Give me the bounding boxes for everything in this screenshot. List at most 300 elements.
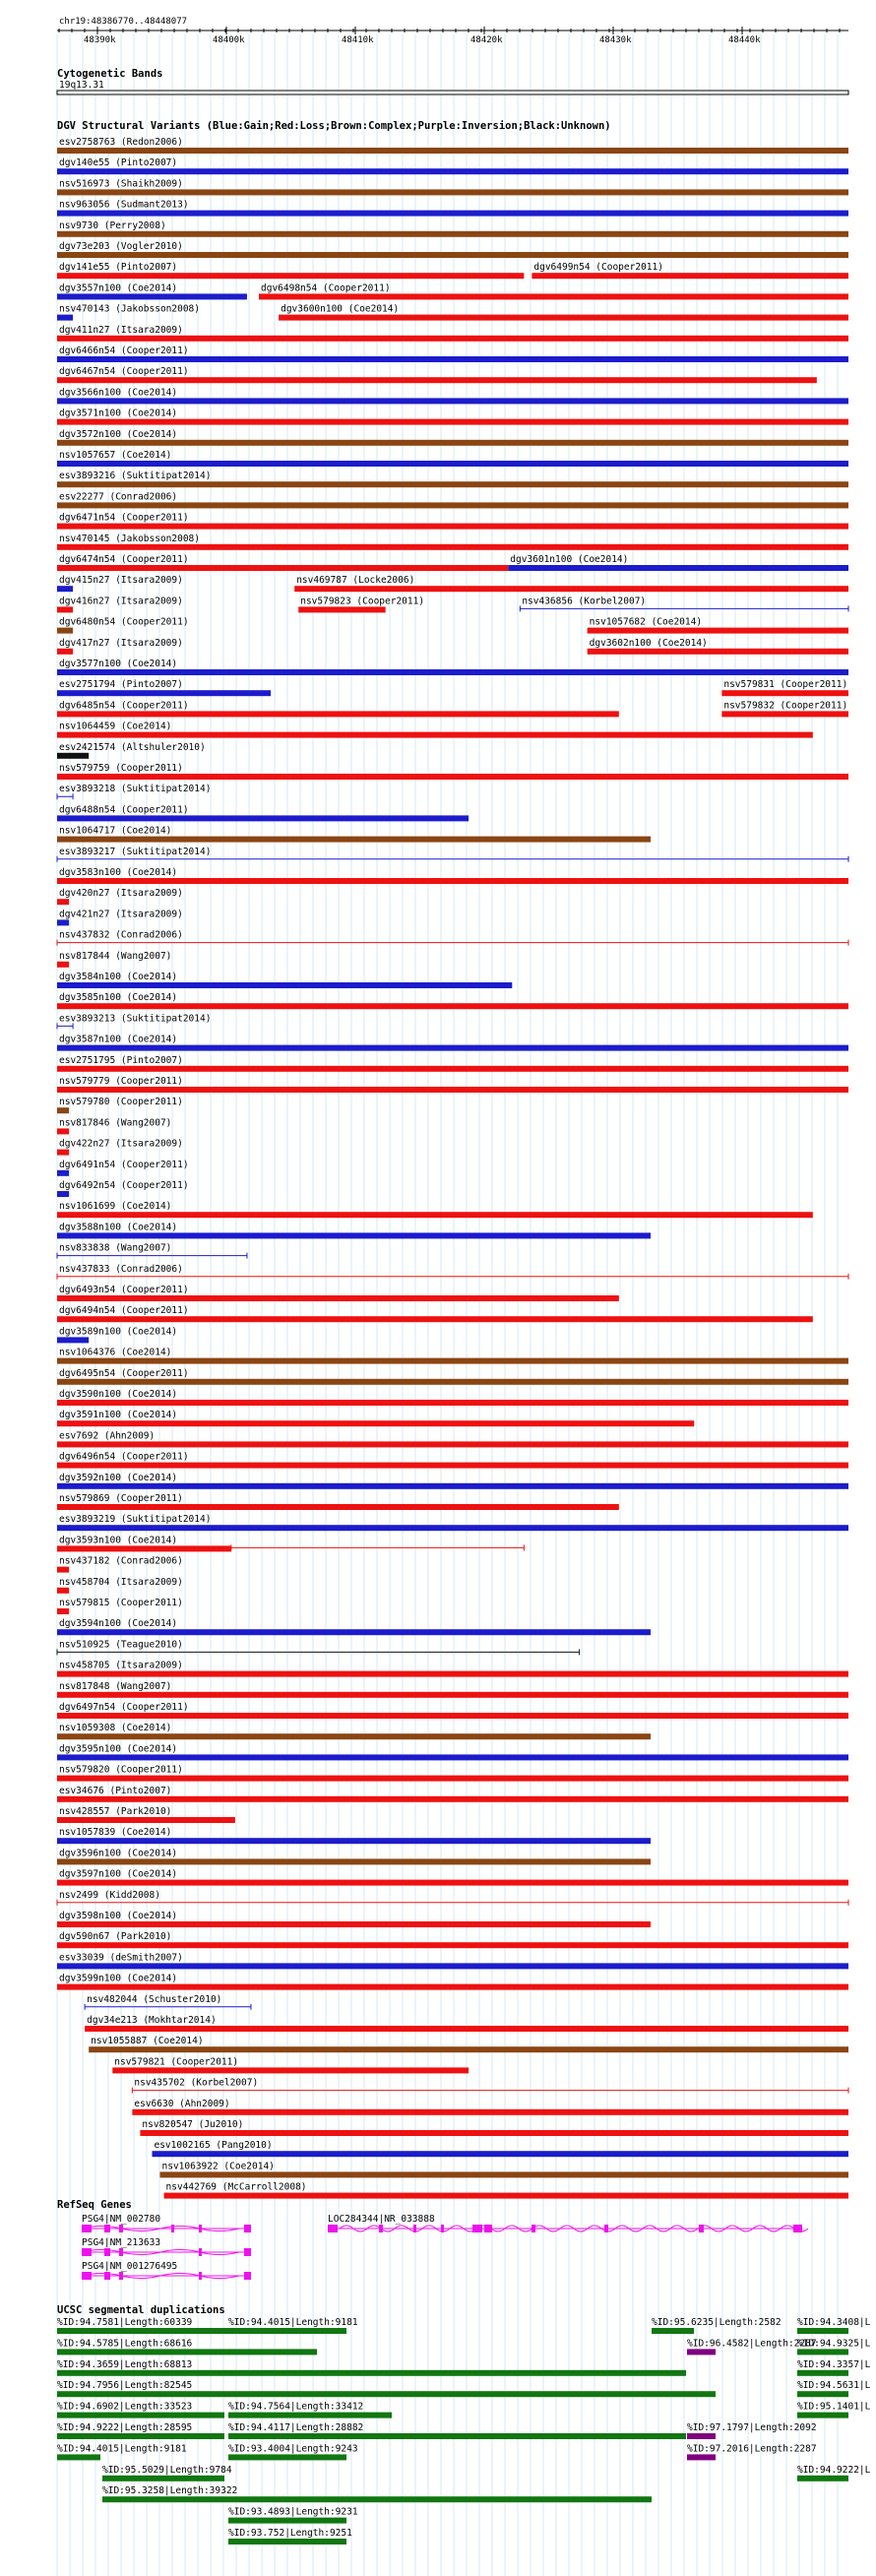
dgv-variant-bar[interactable] xyxy=(57,982,512,988)
dgv-variant[interactable] xyxy=(57,1035,848,1051)
dgv-variant-bar[interactable] xyxy=(57,628,73,634)
refseq-gene[interactable] xyxy=(328,2214,808,2232)
dgv-variant-bar[interactable] xyxy=(57,231,848,237)
dgv-variant[interactable] xyxy=(57,1160,189,1176)
segdup-bar[interactable] xyxy=(687,2349,716,2355)
dgv-variant-label: nsv1063922 (Coe2014) xyxy=(161,2161,275,2172)
dgv-variant-bar[interactable] xyxy=(57,1128,69,1134)
dgv-variant-bar[interactable] xyxy=(57,1150,69,1156)
dgv-variant-label: dgv3587n100 (Coe2014) xyxy=(59,1034,178,1045)
dgv-variant-label: nsv437832 (Conrad2006) xyxy=(59,929,183,941)
dgv-variant-label: dgv6494n54 (Cooper2011) xyxy=(59,1305,189,1317)
segdup-feature[interactable] xyxy=(57,2443,187,2460)
segdup-bar[interactable] xyxy=(797,2476,848,2482)
dgv-variant-bar[interactable] xyxy=(294,586,848,592)
refseq-exon xyxy=(104,2225,110,2232)
dgv-variant-label: nsv458704 (Itsara2009) xyxy=(59,1576,183,1588)
dgv-variant[interactable] xyxy=(57,1535,231,1551)
dgv-variant[interactable] xyxy=(57,596,183,612)
dgv-variant-label: nsv428557 (Park2010) xyxy=(59,1806,172,1817)
dgv-variant-bar[interactable] xyxy=(57,1796,848,1802)
segdup-bar[interactable] xyxy=(687,2454,716,2460)
segdup-bar[interactable] xyxy=(228,2539,346,2545)
dgv-variant-bar[interactable] xyxy=(57,1545,231,1551)
dgv-variant[interactable] xyxy=(57,513,848,530)
dgv-variant-bar[interactable] xyxy=(112,2067,469,2073)
dgv-variant-bar[interactable] xyxy=(57,606,73,612)
dgv-variant-label: nsv1055887 (Coe2014) xyxy=(91,2036,204,2047)
dgv-variant[interactable] xyxy=(57,722,813,738)
dgv-variant[interactable] xyxy=(259,283,848,299)
dgv-variant-bar[interactable] xyxy=(57,1170,69,1176)
dgv-variant[interactable] xyxy=(532,262,848,279)
dgv-variant[interactable] xyxy=(57,220,848,237)
dgv-variant-bar[interactable] xyxy=(57,461,848,467)
dgv-variant[interactable] xyxy=(57,951,171,968)
dgv-variant[interactable] xyxy=(57,1723,651,1739)
dgv-variant[interactable] xyxy=(57,1827,651,1844)
dgv-variant-bar[interactable] xyxy=(57,753,89,759)
dgv-variant-bar[interactable] xyxy=(57,1045,848,1051)
dgv-variant-label: dgv6492n54 (Cooper2011) xyxy=(59,1180,189,1191)
dgv-variant-bar[interactable] xyxy=(57,211,848,217)
dgv-variant[interactable] xyxy=(57,241,848,258)
segdup-bar[interactable] xyxy=(57,2391,716,2397)
dgv-variant[interactable] xyxy=(294,575,848,592)
refseq-exon xyxy=(119,2272,123,2280)
segdup-bar[interactable] xyxy=(57,2370,686,2376)
dgv-variant-bar[interactable] xyxy=(57,878,848,884)
segdup-feature[interactable] xyxy=(797,2338,871,2355)
dgv-variant[interactable] xyxy=(57,847,848,862)
dgv-variant-bar[interactable] xyxy=(57,1463,848,1469)
dgv-variant-bar[interactable] xyxy=(57,1963,848,1969)
segdup-feature[interactable] xyxy=(797,2465,871,2482)
dgv-variant[interactable] xyxy=(57,1743,848,1760)
dgv-variant-bar[interactable] xyxy=(57,1567,69,1573)
dgv-variant[interactable] xyxy=(132,2099,848,2115)
dgv-variant[interactable] xyxy=(57,1974,848,1990)
dgv-variant-bar[interactable] xyxy=(160,2171,848,2177)
segdup-feature[interactable] xyxy=(687,2443,817,2460)
dgv-variant-label: dgv6493n54 (Cooper2011) xyxy=(59,1285,189,1295)
dgv-variant-bar[interactable] xyxy=(57,649,73,655)
ruler-tick-label: 48430k xyxy=(599,35,632,45)
segdup-label: %ID:94.5785|Length:68616 xyxy=(57,2338,193,2350)
dgv-variant[interactable] xyxy=(57,1577,183,1594)
segdup-feature[interactable] xyxy=(797,2402,871,2419)
dgv-variant-bar[interactable] xyxy=(57,1692,848,1698)
dgv-variant-bar[interactable] xyxy=(57,669,848,675)
dgv-variant[interactable] xyxy=(57,1618,651,1635)
dgv-variant[interactable] xyxy=(588,617,848,634)
refseq-exon xyxy=(119,2248,123,2256)
dgv-variant-bar[interactable] xyxy=(57,1420,694,1426)
segdup-feature[interactable] xyxy=(228,2422,686,2439)
dgv-variant[interactable] xyxy=(57,763,848,780)
dgv-variant-label: dgv3572n100 (Coe2014) xyxy=(59,428,178,440)
coordinate-range: chr19:48386770..48448077 xyxy=(59,17,188,27)
dgv-variant-bar[interactable] xyxy=(57,440,848,446)
dgv-variant-bar[interactable] xyxy=(164,2193,848,2199)
dgv-variant-bar[interactable] xyxy=(89,2046,848,2052)
dgv-variant-bar[interactable] xyxy=(57,315,73,321)
dgv-variant-label: dgv3595n100 (Coe2014) xyxy=(59,1743,178,1755)
dgv-variant-label: nsv817846 (Wang2007) xyxy=(59,1117,172,1129)
segdup-feature[interactable] xyxy=(57,2380,716,2397)
dgv-variant-bar[interactable] xyxy=(57,837,651,843)
dgv-variant-bar[interactable] xyxy=(57,1191,69,1197)
segdup-feature[interactable] xyxy=(57,2422,224,2439)
dgv-variant-label: dgv417n27 (Itsara2009) xyxy=(59,637,183,649)
dgv-variant[interactable] xyxy=(57,1243,247,1259)
dgv-variant[interactable] xyxy=(57,200,848,217)
dgv-variant-bar[interactable] xyxy=(57,544,848,550)
dgv-variant[interactable] xyxy=(85,1994,251,2010)
segdup-feature[interactable] xyxy=(228,2317,358,2334)
dgv-variant[interactable] xyxy=(57,1201,813,1218)
dgv-variant[interactable] xyxy=(140,2119,848,2136)
dgv-variant[interactable] xyxy=(57,1661,848,1677)
dgv-variant[interactable] xyxy=(298,596,424,612)
segdup-bar[interactable] xyxy=(57,2349,317,2355)
dgv-variant-bar[interactable] xyxy=(57,1295,619,1301)
dgv-variant[interactable] xyxy=(57,992,848,1009)
dgv-variant[interactable] xyxy=(57,137,848,154)
dgv-variant[interactable] xyxy=(89,2036,848,2052)
dgv-variant-bar[interactable] xyxy=(57,1858,651,1864)
dgv-variant[interactable] xyxy=(57,491,848,508)
refseq-exon xyxy=(199,2225,202,2232)
dgv-variant[interactable] xyxy=(164,2182,848,2199)
dgv-variant-bar[interactable] xyxy=(132,2109,848,2115)
dgv-variant-label: nsv1064459 (Coe2014) xyxy=(59,721,172,732)
dgv-variant[interactable] xyxy=(57,1556,183,1573)
dgv-variant-label: nsv1057682 (Coe2014) xyxy=(589,616,703,628)
dgv-variant[interactable] xyxy=(57,1911,651,1927)
dgv-variant-bar[interactable] xyxy=(57,690,271,696)
refseq-gene[interactable] xyxy=(82,2237,251,2256)
dgv-variant-bar[interactable] xyxy=(57,1400,848,1406)
dgv-variant-bar[interactable] xyxy=(57,1838,651,1844)
dgv-variant[interactable] xyxy=(57,867,848,884)
dgv-variant-bar[interactable] xyxy=(57,1942,848,1948)
segdup-feature[interactable] xyxy=(797,2317,871,2334)
dgv-variant[interactable] xyxy=(279,304,848,321)
segdup-feature[interactable] xyxy=(57,2338,317,2355)
dgv-variant[interactable] xyxy=(57,930,848,946)
dgv-variant[interactable] xyxy=(57,1097,183,1113)
dgv-variant[interactable] xyxy=(57,366,817,383)
dgv-variant-label: nsv442769 (McCarroll2008) xyxy=(165,2181,307,2193)
segdup-bar[interactable] xyxy=(228,2328,346,2334)
dgv-variant[interactable] xyxy=(57,1639,580,1655)
dgv-variant[interactable] xyxy=(57,1055,848,1072)
dgv-variant-bar[interactable] xyxy=(57,524,848,530)
dgv-variant[interactable] xyxy=(57,1389,848,1406)
dgv-variant-bar[interactable] xyxy=(57,919,69,925)
dgv-variant[interactable] xyxy=(57,679,271,696)
dgv-variant[interactable] xyxy=(57,972,512,988)
dgv-variant[interactable] xyxy=(57,1410,694,1426)
dgv-variant-label: esv2751795 (Pinto2007) xyxy=(59,1054,183,1066)
dgv-variant-bar[interactable] xyxy=(57,1232,651,1238)
dgv-variant[interactable] xyxy=(508,554,848,571)
dgv-variant-bar[interactable] xyxy=(57,1984,848,1990)
dgv-variant[interactable] xyxy=(57,1305,813,1322)
segdup-bar[interactable] xyxy=(228,2518,346,2524)
dgv-variant[interactable] xyxy=(57,1786,848,1802)
segdup-feature[interactable] xyxy=(228,2528,352,2545)
segdup-bar[interactable] xyxy=(228,2433,686,2439)
dgv-variant-bar[interactable] xyxy=(721,711,848,717)
dgv-variant-bar[interactable] xyxy=(588,649,848,655)
refseq-exon xyxy=(82,2248,92,2256)
dgv-variant-bar[interactable] xyxy=(57,1608,69,1614)
dgv-variant[interactable] xyxy=(57,429,848,446)
dgv-variant-bar[interactable] xyxy=(259,293,848,299)
dgv-variant[interactable] xyxy=(152,2140,848,2157)
dgv-variant-bar[interactable] xyxy=(57,1441,848,1447)
dgv-variant[interactable] xyxy=(57,157,848,174)
dgv-variant-bar[interactable] xyxy=(57,1504,619,1510)
dgv-variant[interactable] xyxy=(588,638,848,655)
refseq-gene[interactable] xyxy=(82,2214,251,2232)
dgv-variant-label: dgv3592n100 (Coe2014) xyxy=(59,1472,178,1483)
dgv-variant-bar[interactable] xyxy=(57,148,848,154)
dgv-variant-bar[interactable] xyxy=(57,899,69,905)
dgv-variant[interactable] xyxy=(57,471,848,487)
dgv-variant[interactable] xyxy=(57,1139,183,1156)
dgv-variant-bar[interactable] xyxy=(57,293,247,299)
dgv-variant-bar[interactable] xyxy=(57,1066,848,1072)
dgv-variant[interactable] xyxy=(57,1931,848,1948)
cytoband-bar[interactable] xyxy=(57,91,848,94)
dgv-variant-bar[interactable] xyxy=(57,1671,848,1677)
segdup-label: %ID:94.7581|Length:60339 xyxy=(57,2317,193,2328)
dgv-variant[interactable] xyxy=(57,1514,848,1531)
dgv-variant-label: dgv6485n54 (Cooper2011) xyxy=(59,700,189,712)
dgv-variant[interactable] xyxy=(160,2161,848,2177)
dgv-variant[interactable] xyxy=(57,638,183,655)
dgv-variant[interactable] xyxy=(57,826,651,843)
dgv-variant-bar[interactable] xyxy=(57,189,848,195)
dgv-variant[interactable] xyxy=(57,1452,848,1469)
dgv-variant-bar[interactable] xyxy=(57,732,813,738)
segdup-bar[interactable] xyxy=(797,2370,848,2376)
dgv-variant[interactable] xyxy=(57,1222,651,1238)
segdup-label: %ID:94.7956|Length:82545 xyxy=(57,2380,193,2392)
dgv-variant[interactable] xyxy=(57,888,183,905)
segdup-feature[interactable] xyxy=(228,2507,358,2524)
dgv-variant[interactable] xyxy=(57,325,848,342)
dgv-variant[interactable] xyxy=(57,346,848,362)
dgv-variant[interactable] xyxy=(57,1806,235,1823)
segdup-bar[interactable] xyxy=(797,2413,848,2419)
segdup-feature[interactable] xyxy=(797,2380,871,2397)
dgv-variant[interactable] xyxy=(57,387,848,404)
dgv-variant-label: dgv140e55 (Pinto2007) xyxy=(59,157,178,169)
dgv-variant-bar[interactable] xyxy=(57,1525,848,1531)
segdup-bar[interactable] xyxy=(797,2349,848,2355)
dgv-variant-bar[interactable] xyxy=(57,1316,813,1322)
dgv-variant-bar[interactable] xyxy=(298,606,385,612)
dgv-variant[interactable] xyxy=(57,1869,848,1886)
dgv-variant-bar[interactable] xyxy=(57,481,848,487)
dgv-variant-label: nsv510925 (Teague2010) xyxy=(59,1639,183,1651)
dgv-variant-bar[interactable] xyxy=(57,1107,69,1113)
dgv-variant-bar[interactable] xyxy=(57,586,73,592)
dgv-variant-bar[interactable] xyxy=(57,1817,235,1823)
segdup-bar[interactable] xyxy=(57,2413,224,2419)
dgv-variant-bar[interactable] xyxy=(57,1588,69,1594)
dgv-variant[interactable] xyxy=(57,1180,189,1197)
refseq-exon xyxy=(699,2225,704,2232)
dgv-variant-bar[interactable] xyxy=(588,628,848,634)
segdup-feature[interactable] xyxy=(687,2422,817,2439)
segdup-feature[interactable] xyxy=(57,2359,686,2376)
dgv-variant[interactable] xyxy=(57,575,183,592)
dgv-variant-bar[interactable] xyxy=(57,1087,848,1093)
dgv-variant-bar[interactable] xyxy=(57,565,508,571)
dgv-variant-bar[interactable] xyxy=(140,2130,848,2136)
refseq-exon xyxy=(119,2225,123,2232)
segdup-bar[interactable] xyxy=(102,2496,652,2502)
dgv-variant-label: nsv469787 (Locke2006) xyxy=(296,575,415,587)
cytoband-track[interactable] xyxy=(57,68,848,94)
dgv-variant-label: dgv3602n100 (Coe2014) xyxy=(589,637,708,649)
dgv-variant-label: nsv579869 (Cooper2011) xyxy=(59,1493,183,1504)
dgv-variant-bar[interactable] xyxy=(57,1629,651,1635)
dgv-variant-bar[interactable] xyxy=(152,2151,848,2157)
dgv-variant[interactable] xyxy=(57,700,619,717)
dgv-variant-bar[interactable] xyxy=(57,1880,848,1886)
segdup-bar[interactable] xyxy=(797,2328,848,2334)
dgv-variant[interactable] xyxy=(57,1430,848,1447)
dgv-variant[interactable] xyxy=(57,450,848,467)
dgv-variant-bar[interactable] xyxy=(57,1921,651,1927)
dgv-variant-bar[interactable] xyxy=(57,168,848,174)
dgv-variant-bar[interactable] xyxy=(57,774,848,780)
dgv-variant[interactable] xyxy=(57,1598,183,1614)
dgv-variant[interactable] xyxy=(57,909,183,925)
segdup-feature[interactable] xyxy=(797,2359,871,2376)
dgv-variant[interactable] xyxy=(721,679,848,696)
dgv-variant[interactable] xyxy=(57,1348,848,1364)
segdup-label: %ID:97.1797|Length:2092 xyxy=(687,2422,817,2433)
dgv-variant[interactable] xyxy=(57,1117,171,1134)
refseq-gene[interactable] xyxy=(82,2261,251,2280)
dgv-variant-bar[interactable] xyxy=(57,398,848,404)
segdup-bar[interactable] xyxy=(102,2476,224,2482)
dgv-variant-bar[interactable] xyxy=(57,1733,651,1739)
dgv-variant[interactable] xyxy=(57,1952,848,1969)
dgv-variant-bar[interactable] xyxy=(57,1754,848,1760)
segdup-bar[interactable] xyxy=(57,2433,224,2439)
dgv-variant-label: nsv817844 (Wang2007) xyxy=(59,950,172,962)
dgv-variant-label: nsv1064717 (Coe2014) xyxy=(59,825,172,837)
dgv-variant[interactable] xyxy=(57,1765,848,1782)
segdup-bar[interactable] xyxy=(228,2454,346,2460)
dgv-variant-bar[interactable] xyxy=(532,273,848,279)
dgv-variant-bar[interactable] xyxy=(57,711,619,717)
dgv-variant[interactable] xyxy=(231,1544,524,1550)
segdup-bar[interactable] xyxy=(652,2328,694,2334)
dgv-variant-bar[interactable] xyxy=(57,419,848,425)
dgv-variant-bar[interactable] xyxy=(57,1379,848,1385)
dgv-variant-bar[interactable] xyxy=(57,815,469,821)
dgv-variant-bar[interactable] xyxy=(57,1483,848,1489)
dgv-variant[interactable] xyxy=(57,1076,848,1093)
dgv-variant-bar[interactable] xyxy=(85,2026,848,2032)
dgv-variant[interactable] xyxy=(57,178,848,195)
dgv-variant[interactable] xyxy=(57,283,247,299)
dgv-variant[interactable] xyxy=(57,1493,619,1510)
dgv-variant-label: esv22277 (Conrad2006) xyxy=(59,491,178,503)
dgv-variant-bar[interactable] xyxy=(57,502,848,508)
dgv-variant-label: dgv3599n100 (Coe2014) xyxy=(59,1973,178,1984)
segdup-feature[interactable] xyxy=(228,2402,392,2419)
refseq-exon xyxy=(793,2225,802,2232)
dgv-variant-bar[interactable] xyxy=(57,1003,848,1009)
dgv-variant[interactable] xyxy=(57,617,189,634)
dgv-variant-bar[interactable] xyxy=(279,315,848,321)
dgv-variant-bar[interactable] xyxy=(721,690,848,696)
segdup-feature[interactable] xyxy=(652,2317,782,2334)
dgv-variant[interactable] xyxy=(57,1473,848,1489)
dgv-variant-bar[interactable] xyxy=(57,962,69,968)
segdup-bar[interactable] xyxy=(797,2391,848,2397)
dgv-variant-label: dgv3583n100 (Coe2014) xyxy=(59,867,178,878)
dgv-variant-bar[interactable] xyxy=(57,252,848,258)
dgv-variant-bar[interactable] xyxy=(57,377,817,383)
dgv-variant[interactable] xyxy=(57,1368,848,1385)
dgv-variant[interactable] xyxy=(57,1702,848,1719)
dgv-variant[interactable] xyxy=(57,1285,619,1301)
dgv-variant[interactable] xyxy=(57,1264,848,1280)
dgv-variant-bar[interactable] xyxy=(57,1713,848,1719)
dgv-variant[interactable] xyxy=(57,304,200,321)
dgv-variant[interactable] xyxy=(57,534,848,550)
dgv-variant-bar[interactable] xyxy=(57,273,524,279)
dgv-variant-bar[interactable] xyxy=(57,1776,848,1782)
dgv-variant[interactable] xyxy=(57,804,469,821)
dgv-variant[interactable] xyxy=(57,1890,848,1906)
dgv-variant[interactable] xyxy=(721,700,848,717)
dgv-variant-bar[interactable] xyxy=(57,356,848,362)
segdup-feature[interactable] xyxy=(228,2443,358,2460)
dgv-variant-bar[interactable] xyxy=(57,336,848,342)
dgv-variant[interactable] xyxy=(57,742,206,759)
segdup-feature[interactable] xyxy=(57,2402,224,2419)
segdup-bar[interactable] xyxy=(687,2433,716,2439)
dgv-variant-bar[interactable] xyxy=(57,1337,89,1343)
dgv-variant[interactable] xyxy=(57,1848,651,1864)
dgv-variant[interactable] xyxy=(57,659,848,675)
dgv-variant[interactable] xyxy=(57,408,848,425)
dgv-variant-label: nsv1064376 (Coe2014) xyxy=(59,1347,172,1358)
dgv-variant-label: dgv34e213 (Mokhtar2014) xyxy=(87,2015,217,2026)
segdup-bar[interactable] xyxy=(57,2454,100,2460)
dgv-variant-bar[interactable] xyxy=(57,1212,813,1218)
dgv-variant[interactable] xyxy=(57,1681,848,1698)
dgv-variant[interactable] xyxy=(132,2078,848,2094)
segdup-bar[interactable] xyxy=(228,2413,392,2419)
refseq-gene-label: PSG4|NM_002780 xyxy=(82,2214,161,2225)
segdup-feature[interactable] xyxy=(102,2465,232,2482)
dgv-variant-bar[interactable] xyxy=(57,1358,848,1364)
dgv-variant-bar[interactable] xyxy=(508,565,848,571)
